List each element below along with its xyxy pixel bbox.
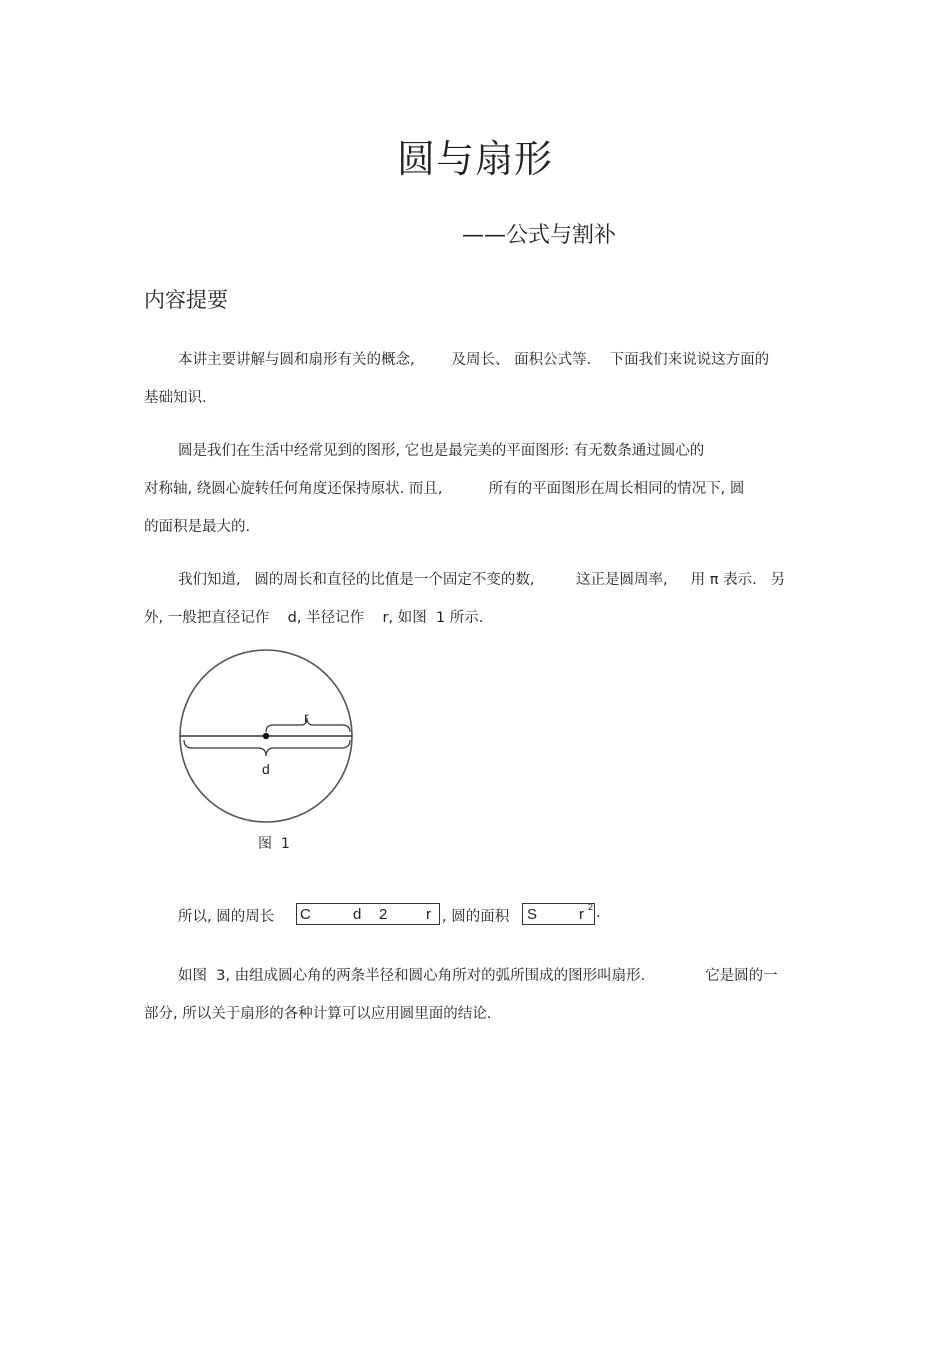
formula-prefix: 所以, 圆的周长 bbox=[178, 909, 275, 925]
section-heading: 内容提要 bbox=[144, 288, 228, 312]
paragraph-1-line-2: 基础知识. bbox=[144, 390, 207, 406]
paragraph-3-line-2: 外, 一般把直径记作 d, 半径记作 r, 如图 1 所示. bbox=[144, 610, 484, 626]
formula-exponent: 2 bbox=[588, 902, 594, 912]
paragraph-4-line-1: 如图 3, 由组成圆心角的两条半径和圆心角所对的弧所围成的图形叫扇形. 它是圆的一 bbox=[178, 968, 778, 984]
paragraph-3-line-1: 我们知道, 圆的周长和直径的比值是一个固定不变的数, 这正是圆周率, 用 π 表示. 另 bbox=[178, 572, 786, 588]
formula-r: r bbox=[426, 906, 431, 923]
figure-caption: 图 1 bbox=[258, 836, 290, 852]
paragraph-4-line-2: 部分, 所以关于扇形的各种计算可以应用圆里面的结论. bbox=[144, 1006, 492, 1022]
diameter-brace bbox=[184, 740, 350, 756]
formula-d: d bbox=[353, 906, 362, 923]
formula-s: S bbox=[527, 906, 538, 923]
formula-two: 2 bbox=[379, 906, 388, 923]
circle-figure bbox=[170, 644, 370, 864]
page-title: 圆与扇形 bbox=[396, 137, 553, 181]
page-subtitle: ——公式与割补 bbox=[462, 223, 617, 248]
paragraph-2-line-3: 的面积是最大的. bbox=[144, 519, 251, 535]
radius-label: r bbox=[304, 709, 309, 725]
paragraph-1-line-1: 本讲主要讲解与圆和扇形有关的概念, 及周长、 面积公式等. 下面我们来说说这方面的 bbox=[178, 352, 770, 368]
formula-area-r: r bbox=[579, 906, 584, 923]
center-point bbox=[263, 733, 269, 739]
area-formula-box bbox=[522, 903, 595, 925]
paragraph-2-line-1: 圆是我们在生活中经常见到的图形, 它也是最完美的平面图形: 有无数条通过圆心的 bbox=[178, 443, 705, 459]
formula-suffix: . bbox=[596, 905, 601, 921]
paragraph-2-line-2: 对称轴, 绕圆心旋转任何角度还保持原状. 而且, 所有的平面图形在周长相同的情况下, 圆 bbox=[144, 481, 745, 497]
formula-c: C bbox=[300, 906, 311, 923]
diameter-label: d bbox=[262, 761, 270, 777]
circumference-formula-box bbox=[296, 903, 440, 925]
formula-middle: , 圆的面积 bbox=[442, 909, 510, 925]
